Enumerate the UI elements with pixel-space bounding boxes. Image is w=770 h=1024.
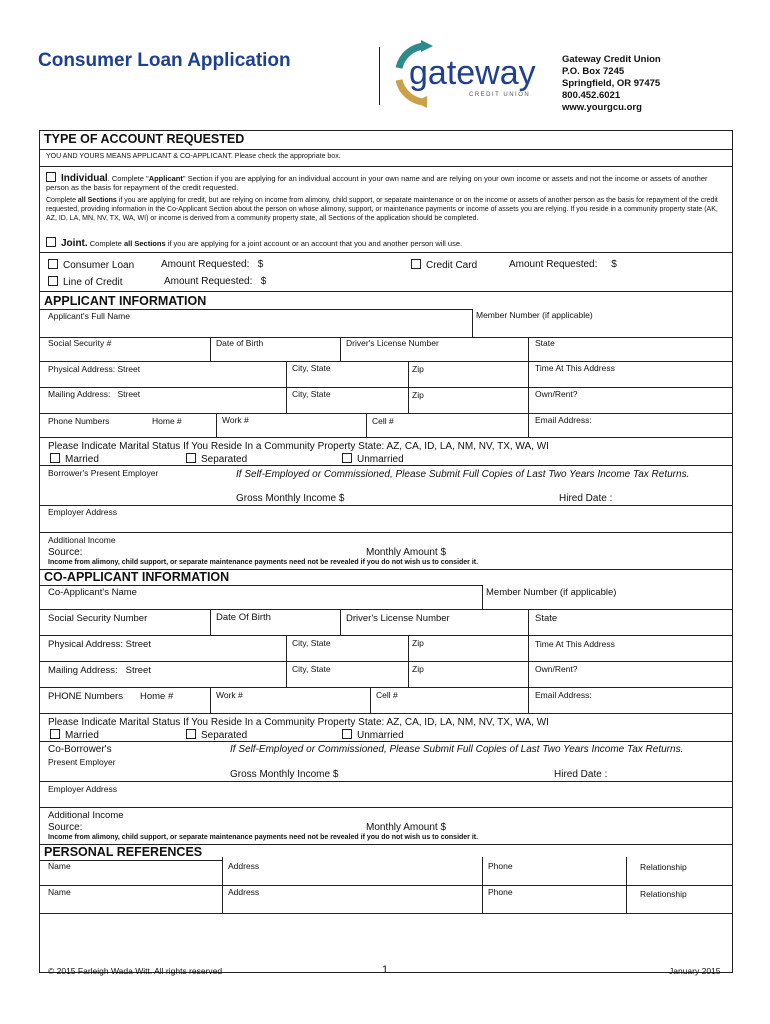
footer-copyright: © 2015 Farleigh Wada Witt. All rights reserved xyxy=(48,966,223,976)
applicant-city-state-label: City, State xyxy=(292,363,331,373)
applicant-cell-phone-label: Cell # xyxy=(372,416,394,426)
co-applicant-separated-option[interactable]: Separated xyxy=(186,729,247,741)
co-applicant-gross-income-label: Gross Monthly Income $ xyxy=(230,769,339,780)
co-applicant-member-number-label: Member Number (if applicable) xyxy=(486,587,617,598)
individual-label: Individual xyxy=(61,173,108,184)
co-applicant-mailing-city-state-label: City, State xyxy=(292,664,331,674)
applicant-mailing-zip-label: Zip xyxy=(412,390,424,400)
applicant-email-label: Email Address: xyxy=(535,415,592,425)
co-applicant-cell-phone-label: Cell # xyxy=(376,690,398,700)
applicant-alimony-note: Income from alimony, child support, or separate maintenance payments need not be revealed if you do not wish us to consider it. xyxy=(48,559,479,566)
co-applicant-monthly-amount-label: Monthly Amount $ xyxy=(366,822,447,833)
co-applicant-city-state-label: City, State xyxy=(292,638,331,648)
page-number: 1 xyxy=(382,964,389,976)
reference-2-address-label: Address xyxy=(228,887,260,897)
credit-card-amount-label: Amount Requested: $ xyxy=(509,259,617,270)
reference-2-name-label: Name xyxy=(48,887,71,897)
co-applicant-time-at-address-label: Time At This Address xyxy=(535,639,615,649)
applicant-married-option[interactable]: Married xyxy=(50,453,99,465)
co-applicant-name-label: Co-Applicant's Name xyxy=(48,587,137,598)
consumer-loan-amount-label: Amount Requested: $ xyxy=(161,259,264,270)
co-applicant-alimony-note: Income from alimony, child support, or separate maintenance payments need not be revealed if you do not wish us to consider it. xyxy=(48,834,479,841)
section-heading-references: PERSONAL REFERENCES xyxy=(44,845,203,859)
co-applicant-zip-label: Zip xyxy=(412,638,424,648)
intro-text: YOU AND YOURS MEANS APPLICANT & CO-APPLICANT. Please check the appropriate box. xyxy=(46,153,341,160)
gateway-logo xyxy=(387,38,552,110)
co-applicant-home-phone-label: Home # xyxy=(140,691,174,702)
reference-1-relationship-label: Relationship xyxy=(640,862,687,872)
credit-card-checkbox[interactable] xyxy=(411,259,421,269)
co-applicant-phone-numbers-label: PHONE Numbers xyxy=(48,691,123,702)
credit-union-address xyxy=(562,54,661,114)
applicant-unmarried-option[interactable]: Unmarried xyxy=(342,453,404,465)
co-applicant-email-label: Email Address: xyxy=(535,690,592,700)
co-applicant-ssn-label: Social Security Number xyxy=(48,613,148,624)
co-applicant-married-option[interactable]: Married xyxy=(50,729,99,741)
co-applicant-own-rent-label: Own/Rent? xyxy=(535,664,578,674)
co-applicant-mailing-zip-label: Zip xyxy=(412,664,424,674)
po-box: P.O. Box 7245 xyxy=(562,66,625,77)
co-applicant-unmarried-option[interactable]: Unmarried xyxy=(342,729,404,741)
section-heading-applicant: APPLICANT INFORMATION xyxy=(44,294,207,308)
logo-wordmark: gateway xyxy=(409,54,536,92)
individual-checkbox[interactable] xyxy=(46,172,56,182)
line-of-credit-option[interactable]: Line of Credit xyxy=(48,276,122,288)
form-title: Consumer Loan Application xyxy=(38,50,291,71)
individual-option[interactable]: Individual. Complete "Applicant" Section if you are applying for an individual account in your own name and are relying on your own income or assets and not the income or assets of another person as the basis for repayment of the credit requested. xyxy=(46,173,708,192)
co-applicant-self-employed-note: If Self-Employed or Commissioned, Please Submit Full Copies of Last Two Years Income Tax Returns. xyxy=(230,744,684,755)
co-applicant-employer-address-label: Employer Address xyxy=(48,784,117,794)
applicant-employer-address-label: Employer Address xyxy=(48,507,117,517)
applicant-unmarried-checkbox[interactable] xyxy=(342,453,352,463)
joint-label: Joint. xyxy=(61,238,88,249)
co-applicant-marital-status-prompt: Please Indicate Marital Status If You Reside In a Community Property State: AZ, CA, ID, LA, NM, NV, TX, WA, WI xyxy=(48,717,549,728)
applicant-ssn-label: Social Security # xyxy=(48,338,112,348)
co-applicant-work-phone-label: Work # xyxy=(216,690,243,700)
joint-checkbox[interactable] xyxy=(46,237,56,247)
applicant-dob-label: Date of Birth xyxy=(216,338,264,348)
reference-1-name-label: Name xyxy=(48,861,71,871)
applicant-gross-income-label: Gross Monthly Income $ xyxy=(236,493,345,504)
applicant-home-phone-label: Home # xyxy=(152,416,182,426)
co-applicant-mailing-address-label: Mailing Address: Street xyxy=(48,665,151,676)
co-applicant-separated-checkbox[interactable] xyxy=(186,729,196,739)
credit-card-option[interactable]: Credit Card xyxy=(411,259,477,271)
applicant-separated-checkbox[interactable] xyxy=(186,453,196,463)
section-heading-account-type: TYPE OF ACCOUNT REQUESTED xyxy=(44,132,245,146)
applicant-marital-status-prompt: Please Indicate Marital Status If You Reside In a Community Property State: AZ, CA, ID, LA, NM, NV, TX, WA, WI xyxy=(48,441,549,452)
applicant-member-number-label: Member Number (if applicable) xyxy=(476,310,593,320)
logo-subtitle: CREDIT UNION xyxy=(469,92,531,98)
applicant-phone-numbers-label: Phone Numbers xyxy=(48,416,110,426)
applicant-zip-label: Zip xyxy=(412,364,424,374)
co-borrower-label: Co-Borrower's xyxy=(48,744,112,755)
co-applicant-present-employer-label: Present Employer xyxy=(48,757,116,767)
all-sections-text: Complete all Sections if you are applying for credit, but are relying on income from alimony, child support, or separate maintenance or on the income or assets of another person as the basis for repayment of the credit requested, providing information in the Co-Applicant Section about the person on whose alimony, support, or maintenance payments or income of assets you are relying. If you reside in a community property state (AK, AZ, ID, LA, MN, NV, TX, WA, WI) or income is derived from a community property state, all Sections of the application should be completed. xyxy=(46,197,718,222)
co-applicant-married-checkbox[interactable] xyxy=(50,729,60,739)
reference-2-relationship-label: Relationship xyxy=(640,889,687,899)
applicant-mailing-address-label: Mailing Address: Street xyxy=(48,389,141,399)
header-divider xyxy=(379,47,380,105)
applicant-full-name-label: Applicant's Full Name xyxy=(48,311,130,321)
loan-form xyxy=(39,130,733,973)
reference-2-phone-label: Phone xyxy=(488,887,513,897)
org-name: Gateway Credit Union xyxy=(562,54,661,65)
joint-option[interactable]: Joint. Complete all Sections if you are applying for a joint account or an account that you and another person will use. xyxy=(46,237,462,249)
consumer-loan-option[interactable]: Consumer Loan xyxy=(48,259,134,271)
line-of-credit-checkbox[interactable] xyxy=(48,276,58,286)
co-applicant-dob-label: Date Of Birth xyxy=(216,612,271,623)
applicant-employer-label: Borrower's Present Employer xyxy=(48,468,159,478)
applicant-self-employed-note: If Self-Employed or Commissioned, Please Submit Full Copies of Last Two Years Income Tax Returns. xyxy=(236,469,690,480)
co-applicant-unmarried-checkbox[interactable] xyxy=(342,729,352,739)
applicant-monthly-amount-label: Monthly Amount $ xyxy=(366,547,447,558)
co-applicant-state-label: State xyxy=(535,613,558,624)
co-applicant-hired-date-label: Hired Date : xyxy=(554,769,608,780)
applicant-additional-income-label: Additional Income xyxy=(48,535,116,545)
reference-1-address-label: Address xyxy=(228,861,260,871)
applicant-separated-option[interactable]: Separated xyxy=(186,453,247,465)
co-applicant-license-label: Driver's License Number xyxy=(346,613,450,624)
org-phone: 800.452.6021 xyxy=(562,90,621,101)
applicant-own-rent-label: Own/Rent? xyxy=(535,389,578,399)
co-applicant-additional-income-label: Additional Income xyxy=(48,810,124,821)
applicant-mailing-city-state-label: City, State xyxy=(292,389,331,399)
reference-1-phone-label: Phone xyxy=(488,861,513,871)
footer-date: January 2015 xyxy=(669,966,721,976)
applicant-work-phone-label: Work # xyxy=(222,415,249,425)
org-website: www.yourgcu.org xyxy=(562,102,642,113)
co-applicant-income-source-label: Source: xyxy=(48,822,83,833)
applicant-license-label: Driver's License Number xyxy=(346,338,439,348)
section-heading-co-applicant: CO-APPLICANT INFORMATION xyxy=(44,570,230,584)
applicant-married-checkbox[interactable] xyxy=(50,453,60,463)
consumer-loan-checkbox[interactable] xyxy=(48,259,58,269)
applicant-income-source-label: Source: xyxy=(48,547,83,558)
applicant-hired-date-label: Hired Date : xyxy=(559,493,613,504)
co-applicant-physical-address-label: Physical Address: Street xyxy=(48,639,151,650)
applicant-time-at-address-label: Time At This Address xyxy=(535,363,615,373)
applicant-state-label: State xyxy=(535,338,555,348)
applicant-physical-address-label: Physical Address: Street xyxy=(48,364,141,374)
line-of-credit-amount-label: Amount Requested: $ xyxy=(164,276,267,287)
city-line: Springfield, OR 97475 xyxy=(562,78,661,89)
